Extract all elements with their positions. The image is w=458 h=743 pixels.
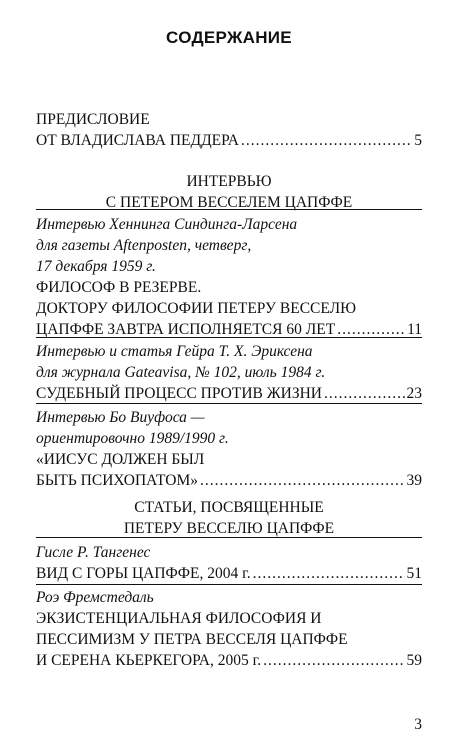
entry-title-line: СУДЕБНЫЙ ПРОЦЕСС ПРОТИВ ЖИЗНИ [36, 385, 322, 402]
entry-title-line: ПРЕДИСЛОВИЕ [36, 111, 150, 128]
page-ref: 39 [406, 472, 422, 489]
section-title-interviews [36, 171, 422, 213]
page-title: СОДЕРЖАНИЕ [166, 28, 292, 47]
section-title-line: С ПЕТЕРОМ ВЕССЕЛЕМ ЦАПФФЕ [105, 194, 353, 211]
toc-entry [36, 407, 422, 491]
section-title-line: ИНТЕРВЬЮ [186, 173, 272, 190]
entry-leader-line [36, 470, 422, 491]
entry-title-line: БЫТЬ ПСИХОПАТОМ» [36, 472, 199, 489]
entry-title-line: ОТ ВЛАДИСЛАВА ПЕДДЕРА [36, 132, 239, 149]
entry-meta-line: Роэ Фремстедаль [36, 589, 154, 606]
entry-meta-line: ориентировочно 1989/1990 г. [36, 430, 229, 447]
toc-entry [36, 341, 422, 404]
entry-leader-line [36, 130, 422, 151]
entry-title-line: ФИЛОСОФ В РЕЗЕРВЕ. [36, 279, 202, 296]
entry-meta-line: Интервью Бо Виуфоса — [36, 409, 205, 426]
toc-entry [36, 587, 422, 671]
toc-entry [36, 214, 422, 340]
section-divider [36, 209, 422, 210]
entry-title-line: ВИД С ГОРЫ ЦАПФФЕ, 2004 г. [36, 565, 251, 582]
entry-title-line: ЦАПФФЕ ЗАВТРА ИСПОЛНЯЕТСЯ 60 ЛЕТ [36, 321, 336, 338]
entry-title-line: И СЕРЕНА КЬЕРКЕГОРА, 2005 г. [36, 652, 262, 669]
entry-title-line: ДОКТОРУ ФИЛОСОФИИ ПЕТЕРУ ВЕССЕЛЮ [36, 300, 357, 317]
page-ref: 51 [406, 565, 422, 582]
section-title-articles [36, 497, 422, 539]
entry-divider [36, 584, 422, 585]
page-ref: 11 [407, 321, 422, 338]
section-title-line: СТАТЬИ, ПОСВЯЩЕННЫЕ [134, 499, 324, 516]
dot-leader [324, 383, 405, 404]
page-ref: 5 [414, 132, 422, 149]
entry-title-line: ПЕССИМИЗМ У ПЕТРА ВЕССЕЛЯ ЦАПФФЕ [36, 631, 348, 648]
entry-divider [36, 403, 422, 404]
toc-entry [36, 542, 422, 584]
entry-meta-line: Интервью и статья Гейра Т. Х. Эриксена [36, 343, 313, 360]
entry-meta-line: для газеты Aftenposten, четверг, [36, 237, 252, 254]
entry-leader-line [36, 383, 422, 404]
section-divider [36, 537, 422, 538]
dot-leader [200, 470, 404, 491]
entry-leader-line [36, 650, 422, 671]
entry-meta-line: для журнала Gateavisa, № 102, июль 1984 г. [36, 364, 326, 381]
page-ref: 59 [406, 652, 422, 669]
entry-title-line: «ИИСУС ДОЛЖЕН БЫЛ [36, 451, 205, 468]
entry-meta-line: 17 декабря 1959 г. [36, 258, 156, 275]
toc-entry-preface [36, 109, 422, 151]
entry-title-line: ЭКЗИСТЕНЦИАЛЬНАЯ ФИЛОСОФИЯ И [36, 610, 322, 627]
page-ref: 23 [406, 385, 422, 402]
section-title-line: ПЕТЕРУ ВЕССЕЛЮ ЦАПФФЕ [123, 520, 335, 537]
entry-meta-line: Интервью Хеннинга Синдинга-Ларсена [36, 216, 298, 233]
entry-meta-line: Гисле Р. Тангенес [36, 544, 151, 561]
page-number: 3 [414, 716, 422, 733]
entry-divider [36, 337, 422, 338]
dot-leader [241, 130, 412, 151]
dot-leader [253, 563, 405, 584]
dot-leader [263, 650, 404, 671]
entry-leader-line [36, 563, 422, 584]
